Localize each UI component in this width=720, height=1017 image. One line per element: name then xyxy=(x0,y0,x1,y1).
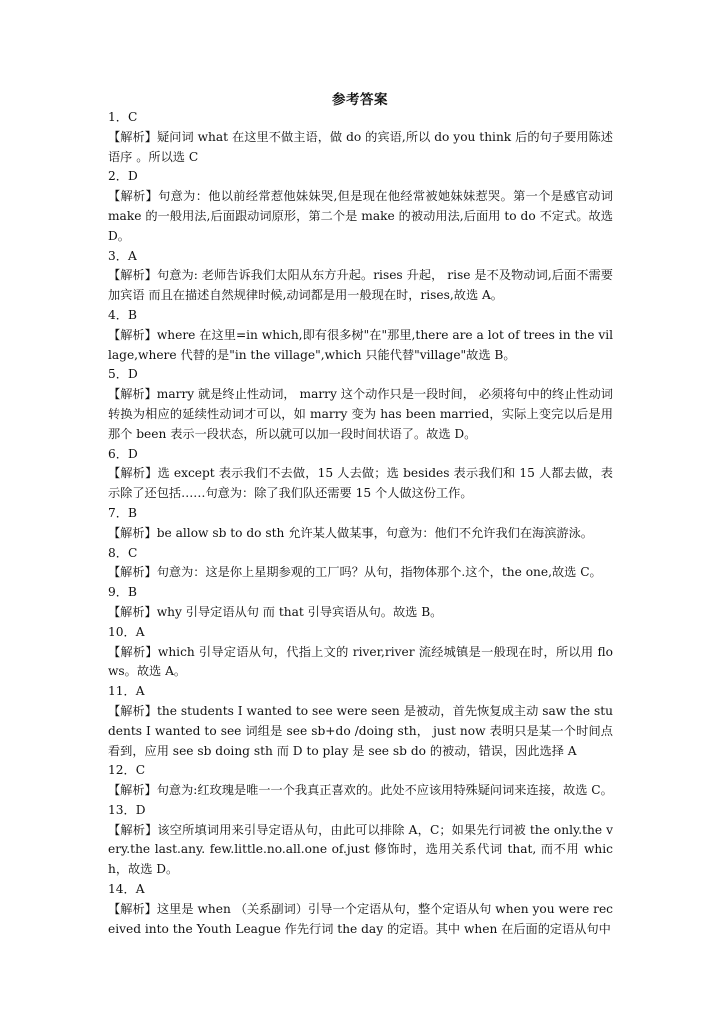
answer-number: 5．D xyxy=(108,367,138,382)
answer-explanation: 【解析】句意为: 老师告诉我们太阳从东方升起。rises 升起， rise 是不及物动词,后面不需要加宾语 而且在描述自然规律时候,动词都是用一般现在时，rises,故选 A。 xyxy=(108,268,613,303)
answer-explanation: 【解析】the students I wanted to see were seen 是被动，首先恢复成主动 saw the students I wanted to see 词组是 see sb+do /doing sth， just now 表明只是某一个时间点看到，应用 see sb doing sth 而 D to play 是 see sb do 的被动，错误，因此选择 A xyxy=(108,703,613,758)
answer-list xyxy=(108,108,613,939)
answer-number: 14．A xyxy=(108,882,145,897)
answer-explanation: 【解析】marry 就是终止性动词， marry 这个动作只是一段时间， 必须将句中的终止性动词转换为相应的延续性动词才可以，如 marry 变为 has been married，实际上变完以后是用那个 been 表示一段状态，所以就可以加一段时间状语了。故选 D。 xyxy=(108,387,613,441)
answer-explanation: 【解析】句意为：他以前经常惹他妹妹哭,但是现在他经常被她妹妹惹哭。第一个是感官动词 make 的一般用法,后面跟动词原形，第二个是 make 的被动用法,后面用 to do 不定式。故选 D。 xyxy=(108,189,613,243)
answer-number: 9．B xyxy=(108,585,137,600)
answer-explanation: 【解析】这里是 when （关系副词）引导一个定语从句，整个定语从句 when you were received into the Youth League 作先行词 the day 的定语。其中 when 在后面的定语从句中 xyxy=(108,901,613,936)
answer-explanation: 【解析】句意为：这是你上星期参观的工厂吗？从句，指物体那个.这个，the one,故选 C。 xyxy=(108,565,602,580)
answer-explanation: 【解析】选 except 表示我们不去做，15 人去做；选 besides 表示我们和 15 人都去做，表示除了还包括……句意为：除了我们队还需要 15 个人做这份工作。 xyxy=(108,466,613,501)
answer-number: 6．D xyxy=(108,446,138,461)
answer-number: 12．C xyxy=(108,763,146,778)
answer-number: 7．B xyxy=(108,505,137,520)
answer-number: 4．B xyxy=(108,307,137,322)
answer-explanation: 【解析】which 引导定语从句，代指上文的 river,river 流经城镇是一般现在时，所以用 flows。故选 A。 xyxy=(108,644,613,679)
answer-explanation: 【解析】该空所填词用来引导定语从句，由此可以排除 A，C；如果先行词被 the only.the very.the last.any. few.little.no.all.one of.just 修饰时，选用关系代词 that, 而不用 which，故选 D。 xyxy=(108,822,613,877)
answer-explanation: 【解析】be allow sb to do sth 允许某人做某事，句意为：他们不允许我们在海滨游泳。 xyxy=(108,525,593,540)
page-title: 参考答案 xyxy=(332,92,388,108)
answer-explanation: 【解析】where 在这里=in which,即有很多树"在"那里,there are a lot of trees in the village,where 代替的是"in the village",which 只能代替"village"故选 B。 xyxy=(108,327,613,362)
answer-number: 11．A xyxy=(108,684,145,699)
answer-number: 2．D xyxy=(108,169,138,184)
answer-explanation: 【解析】why 引导定语从句 而 that 引导宾语从句。故选 B。 xyxy=(108,604,443,619)
answer-number: 8．C xyxy=(108,545,138,560)
answer-number: 10．A xyxy=(108,624,145,639)
answer-number: 1．C xyxy=(108,110,138,124)
answer-number: 13．D xyxy=(108,802,146,817)
answer-explanation: 【解析】疑问词 what 在这里不做主语，做 do 的宾语,所以 do you think 后的句子要用陈述语序 。所以选 C xyxy=(108,129,613,164)
answer-explanation: 【解析】句意为:红玫瑰是唯一一个我真正喜欢的。此处不应该用特殊疑问词来连接，故选 C。 xyxy=(108,783,613,798)
answer-number: 3．A xyxy=(108,248,137,263)
